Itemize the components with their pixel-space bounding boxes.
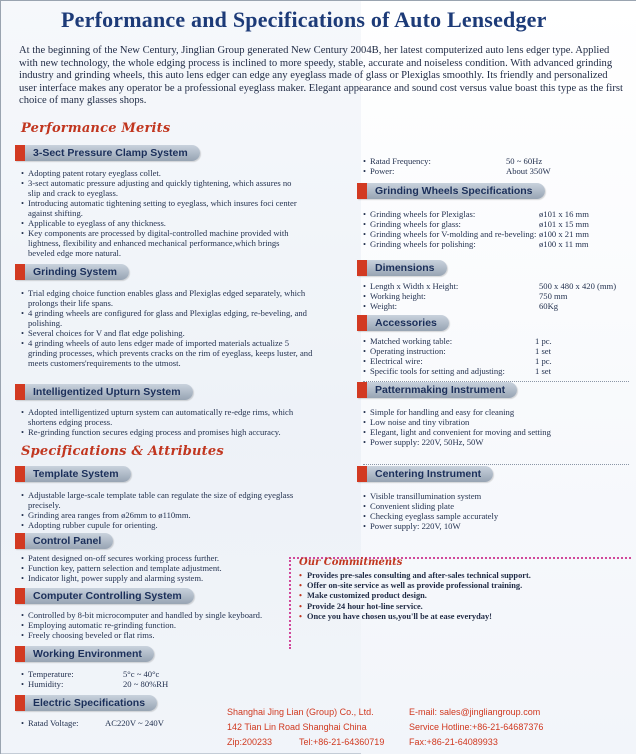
list-item: • Elegant, light and convenient for moving and setting	[363, 427, 631, 437]
environment-table	[21, 669, 281, 689]
commitments-title: Our Commitments	[299, 557, 403, 568]
centering-list	[363, 491, 631, 531]
dimensions-section-title: Dimensions	[357, 260, 447, 276]
list-item: • Function key, pattern selection and template adjustment.	[21, 563, 313, 573]
row-key: • Grinding wheels for glass:	[370, 219, 461, 229]
table-row	[21, 679, 281, 689]
row-key: • Matched working table:	[370, 336, 452, 346]
list-item: • Convenient sliding plate	[363, 501, 631, 511]
table-row	[363, 156, 623, 166]
row-value: 1 set	[535, 346, 551, 356]
list-item: • Applicable to eyeglass of any thickness.	[21, 218, 305, 228]
row-key: • Specific tools for setting and adjusting:	[370, 366, 505, 376]
row-value: 750 mm	[539, 291, 568, 301]
list-item: • Provides pre-sales consulting and after-sales technical support.	[299, 571, 531, 581]
list-item: • Simple for handling and easy for cleaning	[363, 407, 631, 417]
list-item: • Low noise and tiny vibration	[363, 417, 631, 427]
list-item: • Controlled by 8-bit microcomputer and handled by single keyboard.	[21, 610, 313, 620]
upturn-section-title: Intelligentized Upturn System	[15, 384, 193, 400]
table-row	[363, 219, 633, 229]
electric-continued-table	[363, 156, 623, 176]
accessories-table	[363, 336, 633, 376]
footer-address: 142 Tian Lin Road Shanghai China	[227, 722, 367, 732]
electric-section-title: Electric Specifications	[15, 695, 157, 711]
control-panel-section-title: Control Panel	[15, 533, 113, 549]
row-value: ø100 x 11 mm	[539, 239, 589, 249]
table-row	[363, 336, 633, 346]
list-item: • Once you have chosen us,you'll be at ease everyday!	[299, 612, 531, 622]
list-item: • Trial edging choice function enables glass and Plexiglas edged separately, which prolongs their life spans.	[21, 288, 313, 308]
template-section-title: Template System	[15, 466, 131, 482]
footer-company: Shanghai Jing Lian (Group) Co., Ltd.	[227, 707, 374, 717]
row-value: 50 ~ 60Hz	[506, 156, 543, 166]
list-item: • Several choices for V and flat edge polishing.	[21, 328, 313, 338]
list-item: • Adopted intelligentized upturn system can automatically re-edge rims, which shortens edging process.	[21, 407, 313, 427]
footer-email: E-mail: sales@jingliangroup.com	[409, 707, 541, 717]
pattern-list	[363, 407, 631, 447]
row-key: • Ratad Voltage:	[28, 718, 79, 728]
accessories-section-title: Accessories	[357, 315, 449, 331]
row-value: 20 ~ 80%RH	[123, 679, 169, 689]
list-item: • Provide 24 hour hot-line service.	[299, 602, 531, 612]
intro-paragraph: At the beginning of the New Century, Jinglian Group generated New Century 2004B, her latest computerized auto lens edger type. Applied with new technology, the whole edging process is inclined to more speedy, stable, accurate and noiseless condition. With advanced grinding industry and grinding wheels, this auto lens edger can edge any eyeglass made of glass or Plexiglas smoothly. Its friendly and personalized user interface makes any operator be a professional eyeglass maker. Elegant appearance and sound cost versus value boast this type as the first choice of many glasses shops.	[19, 45, 623, 107]
wheels-table	[363, 209, 633, 249]
wheels-section-title: Grinding Wheels Specifications	[357, 183, 545, 199]
clamp-section-title: 3-Sect Pressure Clamp System	[15, 145, 200, 161]
list-item: • Grinding area ranges from ø26mm to ø110mm.	[21, 510, 313, 520]
list-item: • Visible transillumination system	[363, 491, 631, 501]
grinding-list	[21, 288, 313, 368]
table-row	[363, 229, 633, 239]
computer-list	[21, 610, 313, 640]
performance-merits-heading: Performance Merits	[21, 121, 171, 136]
list-item: • Offer on-site service as well as provide professional training.	[299, 581, 531, 591]
footer-zip: Zip:200233	[227, 737, 273, 747]
row-key: • Length x Width x Height:	[370, 281, 458, 291]
row-value: ø101 x 16 mm	[539, 209, 589, 219]
row-value: AC220V ~ 240V	[105, 718, 164, 728]
row-key: • Grinding wheels for V-molding and re-beveling:	[370, 229, 536, 239]
list-item: • Power supply: 220V, 10W	[363, 521, 631, 531]
footer-tel: Tel:+86-21-64360719	[299, 737, 385, 747]
commitments-list	[299, 571, 531, 622]
row-key: • Weight:	[370, 301, 397, 311]
list-item: • Make customized product design.	[299, 591, 531, 601]
table-row	[363, 301, 633, 311]
upturn-list	[21, 407, 313, 437]
list-item: • Adopting rubber cupule for orienting.	[21, 520, 313, 530]
row-value: ø101 x 15 mm	[539, 219, 589, 229]
footer-fax: Fax:+86-21-64089933	[409, 737, 498, 747]
grinding-section-title: Grinding System	[15, 264, 129, 280]
table-row	[363, 356, 633, 366]
list-item: • Patent designed on-off secures working process further.	[21, 553, 313, 563]
dimensions-table	[363, 281, 633, 311]
row-key: • Electrical wire:	[370, 356, 423, 366]
table-row	[363, 209, 633, 219]
row-key: • Humidity:	[28, 679, 63, 689]
row-value: 60Kg	[539, 301, 559, 311]
list-item: • 3-sect automatic pressure adjusting and quickly tightening, which assures no slip and crack to eyeglass.	[21, 178, 305, 198]
computer-section-title: Computer Controlling System	[15, 588, 194, 604]
row-key: • Grinding wheels for polishing:	[370, 239, 476, 249]
row-value: 1 pc.	[535, 356, 552, 366]
row-value: ø100 x 21 mm	[539, 229, 589, 239]
table-row	[363, 291, 633, 301]
row-value: 500 x 480 x 420 (mm)	[539, 281, 617, 291]
row-key: • Working height:	[370, 291, 426, 301]
list-item: • Introducing automatic tightening setting to eyeglass, which insures foci center against shifting.	[21, 198, 305, 218]
table-row	[363, 166, 623, 176]
row-value: About 350W	[506, 166, 551, 176]
environment-section-title: Working Environment	[15, 646, 154, 662]
list-item: • Key components are processed by digital-controlled machine provided with lightness, flexibility and enhanced mechanical performance,which brings beveled edge more natural.	[21, 228, 305, 258]
clamp-list	[21, 168, 305, 258]
table-row	[21, 669, 281, 679]
row-key: • Grinding wheels for Plexiglas:	[370, 209, 475, 219]
row-value: 1 set	[535, 366, 551, 376]
page-title: Performance and Specifications of Auto Lensedger	[61, 7, 547, 32]
list-item: • Checking eyeglass sample accurately	[363, 511, 631, 521]
row-key: • Power:	[370, 166, 394, 176]
control-panel-list	[21, 553, 313, 583]
table-row	[363, 239, 633, 249]
table-row	[363, 346, 633, 356]
list-item: • Freely choosing beveled or flat rims.	[21, 630, 313, 640]
row-key: • Ratad Frequency:	[370, 156, 431, 166]
row-key: • Operating instruction:	[370, 346, 446, 356]
pattern-section-title: Patternmaking Instrument	[357, 382, 517, 398]
list-item: • 4 grinding wheels are configured for glass and Plexiglas edging, re-beveling, and polishing.	[21, 308, 313, 328]
list-item: • Adjustable large-scale template table can regulate the size of edging eyeglass precisely.	[21, 490, 313, 510]
row-value: 1 pc.	[535, 336, 552, 346]
list-item: • Re-grinding function secures edging process and promises high accuracy.	[21, 427, 313, 437]
list-item: • Adopting patent rotary eyeglass collet.	[21, 168, 305, 178]
row-key: • Temperature:	[28, 669, 74, 679]
template-list	[21, 490, 313, 530]
list-item: • Indicator light, power supply and alarming system.	[21, 573, 313, 583]
footer-hotline: Service Hotline:+86-21-64687376	[409, 722, 544, 732]
centering-section-title: Centering Instrument	[357, 466, 493, 482]
list-item: • 4 grinding wheels of auto lens edger made of imported materials actualize 5 grinding processes, which prevents cracks on the rim of eyeglass, keeps luster, and meets customers'requirements to the utmost.	[21, 338, 313, 368]
table-row	[363, 366, 633, 376]
row-value: 5°c ~ 40°c	[123, 669, 160, 679]
list-item: • Power supply: 220V, 50Hz, 50W	[363, 437, 631, 447]
table-row	[363, 281, 633, 291]
list-item: • Employing automatic re-grinding function.	[21, 620, 313, 630]
specs-attributes-heading: Specifications & Attributes	[21, 444, 224, 459]
